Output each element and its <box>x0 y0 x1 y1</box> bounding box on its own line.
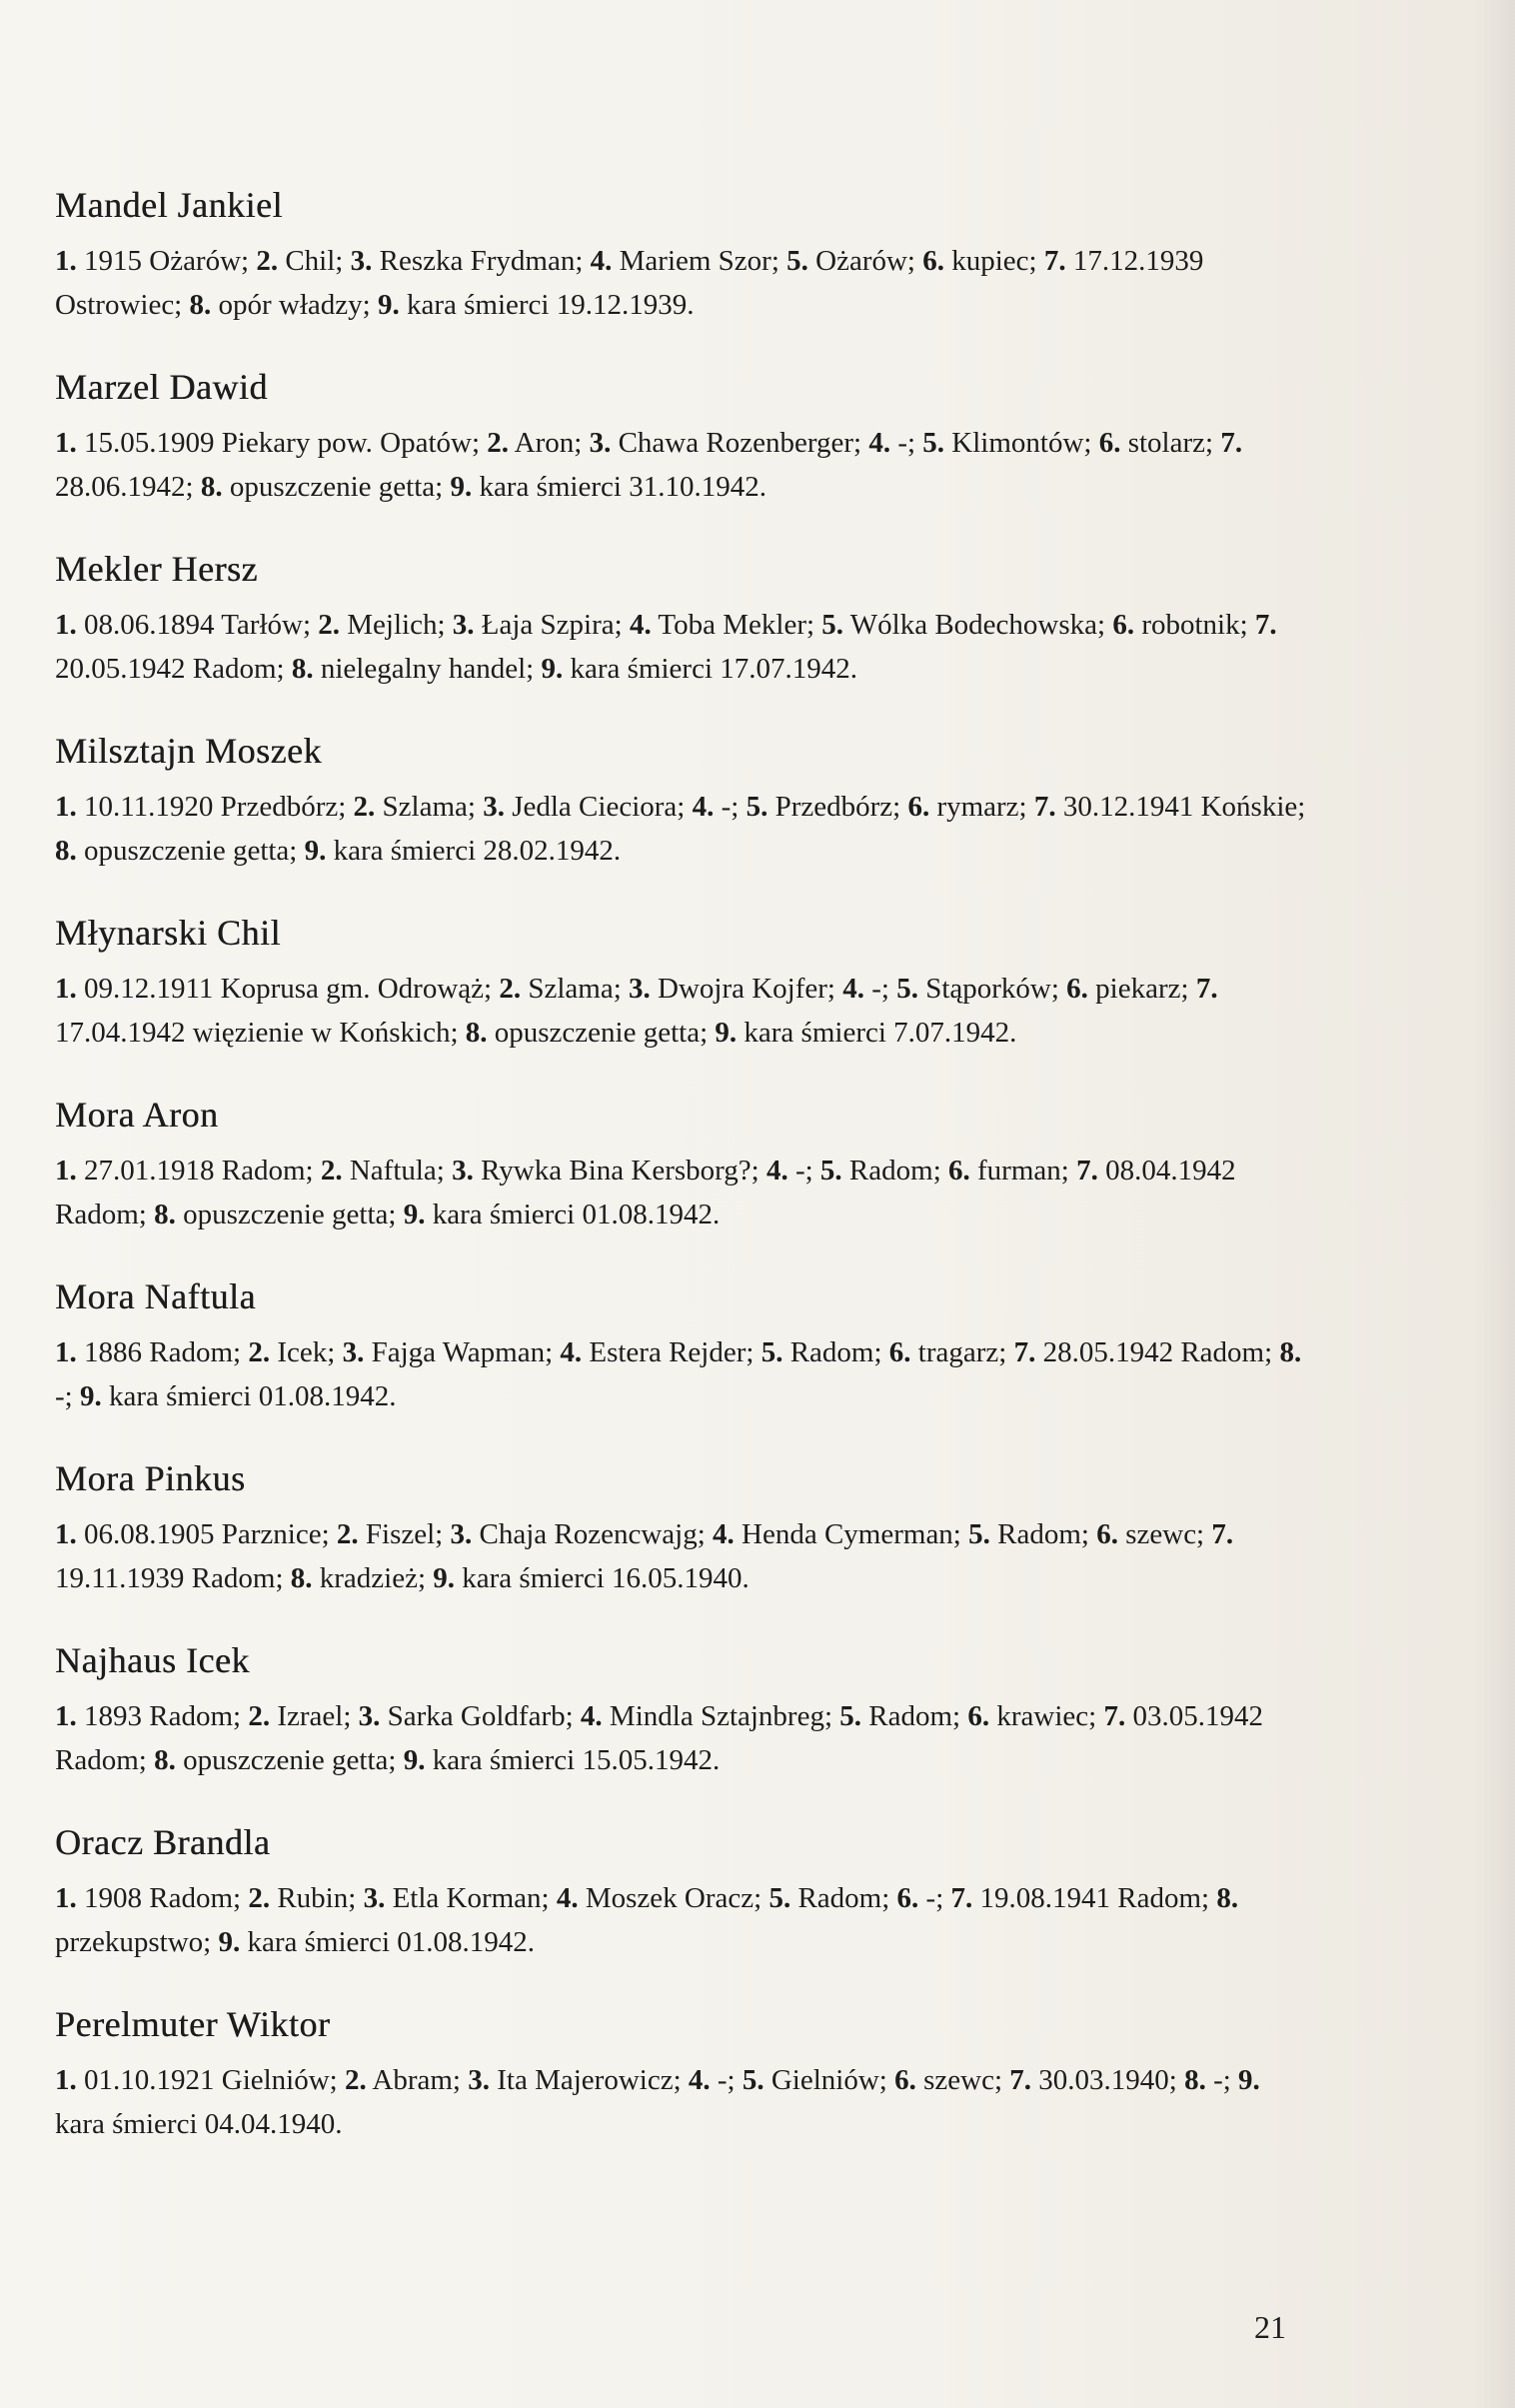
field-value: kara śmierci 01.08.1942. <box>101 1380 397 1412</box>
field-value: -; <box>714 791 747 823</box>
entry-name: Perelmuter Wiktor <box>55 2004 331 2044</box>
field-value: 08.04.1942 Radom; <box>55 1155 1236 1230</box>
field-number: 2. <box>318 609 341 641</box>
field-value: Mindla Sztajnbreg; <box>602 1700 840 1732</box>
entry <box>55 1640 1314 1782</box>
field-value: kara śmierci 28.02.1942. <box>326 835 622 867</box>
field-number: 4. <box>842 973 864 1005</box>
field-number: 6. <box>922 245 944 277</box>
field-value: Naftula; <box>342 1155 453 1187</box>
field-number: 3. <box>350 245 373 277</box>
field-value: Izrael; <box>270 1700 359 1732</box>
field-value: Toba Mekler; <box>651 609 822 641</box>
field-number: 5. <box>742 2064 764 2096</box>
field-number: 8. <box>200 471 223 503</box>
entry <box>55 367 1314 509</box>
entry-details <box>55 239 1314 327</box>
entry-list <box>55 185 1314 2186</box>
field-number: 9. <box>450 471 473 503</box>
field-value: robotnik; <box>1134 609 1255 641</box>
field-value: kara śmierci 31.10.1942. <box>472 471 766 503</box>
field-value: stolarz; <box>1120 427 1221 459</box>
entry-name: Najhaus Icek <box>55 1640 250 1680</box>
field-value: Szlama; <box>375 791 484 823</box>
entry-details <box>55 967 1314 1055</box>
field-number: 7. <box>1195 973 1218 1005</box>
field-value: 08.06.1894 Tarłów; <box>76 609 319 641</box>
entry-name: Marzel Dawid <box>55 367 268 407</box>
field-number: 5. <box>819 1155 842 1187</box>
field-value: szewc; <box>1117 1518 1212 1550</box>
field-number: 7. <box>1033 791 1056 823</box>
field-number: 3. <box>452 609 475 641</box>
field-value: Radom; <box>790 1882 897 1914</box>
entry-details <box>55 1149 1314 1236</box>
entry-name: Oracz Brandla <box>55 1822 271 1862</box>
field-number: 4. <box>556 1882 579 1914</box>
field-value: kupiec; <box>943 245 1044 277</box>
field-number: 9. <box>403 1199 426 1230</box>
field-number: 6. <box>894 2064 916 2096</box>
entry <box>55 1276 1314 1418</box>
field-number: 9. <box>541 653 564 685</box>
field-number: 8. <box>1279 1336 1302 1368</box>
field-number: 6. <box>896 1882 919 1914</box>
field-value: Szlama; <box>521 973 630 1005</box>
field-number: 1. <box>55 1155 77 1187</box>
field-number: 9. <box>304 835 327 867</box>
field-number: 8. <box>154 1744 176 1776</box>
field-number: 9. <box>715 1017 738 1049</box>
entry-details <box>55 2058 1314 2146</box>
field-value: Łaja Szpira; <box>474 609 630 641</box>
field-number: 2. <box>353 791 376 823</box>
entry-details <box>55 1330 1314 1418</box>
field-number: 7. <box>1254 609 1277 641</box>
field-number: 9. <box>218 1926 241 1958</box>
field-value: kara śmierci 16.05.1940. <box>455 1562 750 1594</box>
field-value: opuszczenie getta; <box>487 1017 716 1049</box>
field-number: 7. <box>1043 245 1066 277</box>
field-number: 5. <box>839 1700 862 1732</box>
field-value: 19.08.1941 Radom; <box>972 1882 1217 1914</box>
field-value: szewc; <box>915 2064 1010 2096</box>
field-value: Stąporków; <box>917 973 1067 1005</box>
field-value: 1893 Radom; <box>76 1700 249 1732</box>
field-number: 6. <box>1112 609 1135 641</box>
entry-name: Mekler Hersz <box>55 549 258 589</box>
entry <box>55 913 1314 1055</box>
entry <box>55 549 1314 691</box>
field-value: 09.12.1911 Koprusa gm. Odrowąż; <box>76 973 500 1005</box>
entry-name: Młynarski Chil <box>55 913 282 953</box>
field-value: opuszczenie getta; <box>175 1199 404 1230</box>
field-value: -; <box>1205 2064 1239 2096</box>
field-value: Ita Majerowicz; <box>490 2064 689 2096</box>
field-number: 7. <box>1220 427 1243 459</box>
entry <box>55 731 1314 873</box>
field-number: 3. <box>358 1700 381 1732</box>
field-value: 28.06.1942; <box>55 471 201 503</box>
entry <box>55 2004 1314 2146</box>
field-number: 9. <box>79 1380 102 1412</box>
field-value: rymarz; <box>929 791 1034 823</box>
field-number: 9. <box>1238 2064 1260 2096</box>
field-number: 3. <box>363 1882 386 1914</box>
field-number: 8. <box>291 653 314 685</box>
entry-details <box>55 1694 1314 1782</box>
field-number: 2. <box>487 427 510 459</box>
field-number: 7. <box>950 1882 973 1914</box>
field-number: 2. <box>248 1700 271 1732</box>
entry-name: Mandel Jankiel <box>55 185 283 225</box>
entry-details <box>55 603 1314 691</box>
field-value: kara śmierci 19.12.1939. <box>399 289 695 321</box>
field-number: 5. <box>760 1336 783 1368</box>
field-number: 3. <box>589 427 612 459</box>
entry-name: Mora Aron <box>55 1095 219 1135</box>
field-value: Rywka Bina Kersborg?; <box>473 1155 766 1187</box>
field-number: 5. <box>821 609 844 641</box>
entry-name: Mora Naftula <box>55 1276 256 1316</box>
field-number: 7. <box>1009 2064 1032 2096</box>
field-number: 3. <box>629 973 651 1005</box>
field-number: 2. <box>256 245 279 277</box>
field-value: 30.12.1941 Końskie; <box>1055 791 1306 823</box>
field-number: 8. <box>55 835 77 867</box>
field-value: -; <box>710 2064 743 2096</box>
field-value: 03.05.1942 Radom; <box>55 1700 1263 1776</box>
field-value: -; <box>918 1882 951 1914</box>
field-number: 8. <box>290 1562 313 1594</box>
field-number: 1. <box>55 245 77 277</box>
field-value: Jedla Cieciora; <box>504 791 693 823</box>
field-number: 5. <box>922 427 945 459</box>
field-number: 8. <box>465 1017 488 1049</box>
field-value: 17.04.1942 więzienie w Końskich; <box>55 1017 466 1049</box>
field-value: 17.12.1939 Ostrowiec; <box>55 245 1204 321</box>
field-value: Reszka Frydman; <box>372 245 591 277</box>
field-value: 06.08.1905 Parznice; <box>76 1518 337 1550</box>
field-value: Gielniów; <box>763 2064 895 2096</box>
spine-shadow <box>1475 0 1515 2408</box>
field-number: 2. <box>248 1882 271 1914</box>
field-value: Chawa Rozenberger; <box>611 427 869 459</box>
field-number: 1. <box>55 1700 77 1732</box>
field-value: Radom; <box>782 1336 889 1368</box>
field-value: Chaja Rozencwajg; <box>472 1518 714 1550</box>
field-number: 1. <box>55 791 77 823</box>
entry <box>55 185 1314 327</box>
field-value: 10.11.1920 Przedbórz; <box>76 791 354 823</box>
field-number: 9. <box>403 1744 426 1776</box>
field-value: 19.11.1939 Radom; <box>55 1562 291 1594</box>
field-value: Moszek Oracz; <box>578 1882 769 1914</box>
field-number: 4. <box>560 1336 583 1368</box>
field-value: 15.05.1909 Piekary pow. Opatów; <box>76 427 488 459</box>
field-value: nielegalny handel; <box>313 653 542 685</box>
field-value: Abram; <box>366 2064 469 2096</box>
field-value: Klimontów; <box>944 427 1099 459</box>
field-number: 8. <box>189 289 212 321</box>
field-number: 7. <box>1103 1700 1126 1732</box>
entry-details <box>55 785 1314 873</box>
entry <box>55 1822 1314 1964</box>
field-value: Radom; <box>841 1155 949 1187</box>
field-value: 01.10.1921 Gielniów; <box>76 2064 345 2096</box>
entry <box>55 1458 1314 1600</box>
field-number: 7. <box>1076 1155 1098 1187</box>
field-value: Sarka Goldfarb; <box>380 1700 581 1732</box>
field-number: 9. <box>377 289 400 321</box>
field-number: 3. <box>468 2064 490 2096</box>
field-number: 6. <box>948 1155 970 1187</box>
field-value: -; <box>890 427 923 459</box>
field-number: 3. <box>342 1336 365 1368</box>
field-number: 2. <box>499 973 522 1005</box>
field-value: tragarz; <box>910 1336 1014 1368</box>
field-number: 5. <box>768 1882 791 1914</box>
field-value: 20.05.1942 Radom; <box>55 653 292 685</box>
field-value: Radom; <box>989 1518 1097 1550</box>
field-value: piekarz; <box>1087 973 1196 1005</box>
entry-details <box>55 1876 1314 1964</box>
entry <box>55 1095 1314 1236</box>
field-value: Aron; <box>509 427 590 459</box>
field-number: 7. <box>1211 1518 1234 1550</box>
field-value: kara śmierci 15.05.1942. <box>425 1744 721 1776</box>
entry-details <box>55 1512 1314 1600</box>
field-number: 4. <box>765 1155 788 1187</box>
field-number: 5. <box>746 791 768 823</box>
field-number: 4. <box>692 791 715 823</box>
field-value: opuszczenie getta; <box>175 1744 404 1776</box>
field-number: 8. <box>1184 2064 1206 2096</box>
field-value: Mejlich; <box>340 609 453 641</box>
field-value: 27.01.1918 Radom; <box>76 1155 321 1187</box>
field-number: 2. <box>345 2064 367 2096</box>
field-number: 7. <box>1013 1336 1036 1368</box>
field-value: Radom; <box>861 1700 968 1732</box>
field-value: kara śmierci 04.04.1940. <box>55 2108 343 2140</box>
field-value: opuszczenie getta; <box>76 835 305 867</box>
field-number: 3. <box>452 1155 474 1187</box>
field-value: Rubin; <box>270 1882 364 1914</box>
field-value: furman; <box>969 1155 1077 1187</box>
field-value: Ożarów; <box>807 245 923 277</box>
page-number: 21 <box>1254 2309 1286 2345</box>
field-number: 1. <box>55 1882 77 1914</box>
field-value: Fajga Wapman; <box>364 1336 561 1368</box>
field-number: 6. <box>967 1700 990 1732</box>
field-value: kara śmierci 7.07.1942. <box>737 1017 1017 1049</box>
field-value: 30.03.1940; <box>1031 2064 1185 2096</box>
field-value: Estera Rejder; <box>582 1336 761 1368</box>
field-number: 6. <box>1098 427 1121 459</box>
field-value: opuszczenie getta; <box>222 471 451 503</box>
field-value: Mariem Szor; <box>612 245 787 277</box>
entry-name: Mora Pinkus <box>55 1458 246 1498</box>
field-value: Dwojra Kojfer; <box>650 973 843 1005</box>
field-number: 1. <box>55 973 77 1005</box>
field-value: kara śmierci 01.08.1942. <box>240 1926 536 1958</box>
field-value: kara śmierci 01.08.1942. <box>425 1199 721 1230</box>
field-value: Chil; <box>278 245 351 277</box>
field-number: 9. <box>433 1562 456 1594</box>
field-value: krawiec; <box>989 1700 1104 1732</box>
field-number: 6. <box>907 791 930 823</box>
field-value: -; <box>55 1380 80 1412</box>
field-value: 28.05.1942 Radom; <box>1035 1336 1280 1368</box>
field-value: Etla Korman; <box>385 1882 557 1914</box>
field-number: 1. <box>55 1336 77 1368</box>
field-value: opór władzy; <box>211 289 378 321</box>
field-number: 5. <box>968 1518 990 1550</box>
field-number: 6. <box>888 1336 911 1368</box>
field-number: 4. <box>688 2064 711 2096</box>
field-value: przekupstwo; <box>55 1926 219 1958</box>
field-number: 1. <box>55 609 77 641</box>
field-value: -; <box>863 973 897 1005</box>
field-number: 3. <box>450 1518 473 1550</box>
field-value: kara śmierci 17.07.1942. <box>563 653 858 685</box>
field-value: 1908 Radom; <box>76 1882 249 1914</box>
field-number: 4. <box>590 245 613 277</box>
field-number: 8. <box>1216 1882 1239 1914</box>
field-number: 2. <box>320 1155 343 1187</box>
field-value: Przedbórz; <box>767 791 908 823</box>
field-number: 1. <box>55 427 77 459</box>
entry-details <box>55 421 1314 509</box>
field-value: Icek; <box>270 1336 343 1368</box>
field-value: Wólka Bodechowska; <box>843 609 1113 641</box>
field-number: 5. <box>896 973 918 1005</box>
field-value: Fiszel; <box>358 1518 451 1550</box>
field-number: 2. <box>248 1336 271 1368</box>
field-number: 6. <box>1096 1518 1118 1550</box>
field-number: 4. <box>629 609 652 641</box>
field-number: 8. <box>154 1199 176 1230</box>
field-value: Henda Cymerman; <box>734 1518 969 1550</box>
field-number: 1. <box>55 1518 77 1550</box>
field-value: 1886 Radom; <box>76 1336 249 1368</box>
field-value: -; <box>787 1155 820 1187</box>
field-number: 5. <box>786 245 808 277</box>
field-number: 1. <box>55 2064 77 2096</box>
field-number: 4. <box>580 1700 603 1732</box>
field-number: 3. <box>483 791 505 823</box>
field-number: 6. <box>1066 973 1088 1005</box>
field-value: 1915 Ożarów; <box>76 245 257 277</box>
field-number: 4. <box>868 427 891 459</box>
field-value: kradzież; <box>312 1562 434 1594</box>
entry-name: Milsztajn Moszek <box>55 731 322 771</box>
field-number: 4. <box>713 1518 735 1550</box>
field-number: 2. <box>336 1518 359 1550</box>
